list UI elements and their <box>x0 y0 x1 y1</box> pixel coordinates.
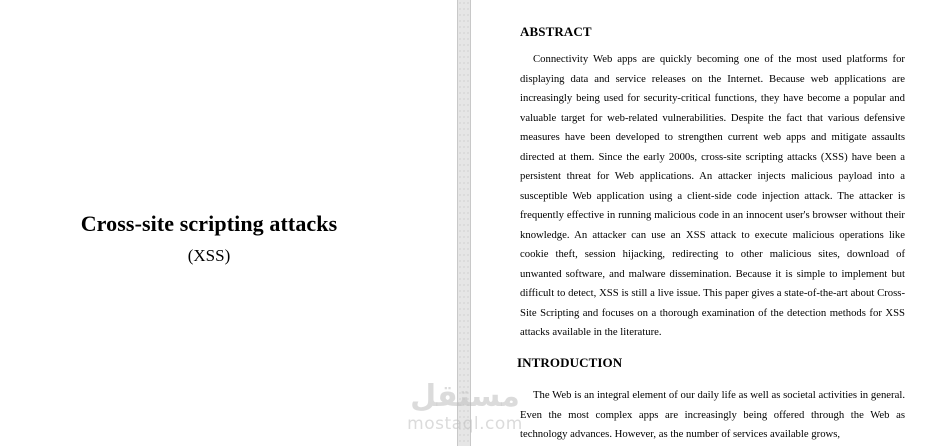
abstract-heading: ABSTRACT <box>520 24 592 39</box>
abstract-paragraph: Connectivity Web apps are quickly becoming one of the most used platforms for displaying data and service releases on the Internet. Because web applications are increasingly being used for security-critical functions, they have become a popular and valuable target for web-related vulnerabilities. Despite the fact that various defensive measures have been developed to strengthen current web apps and mitigate assaults directed at them. Since the early 2000s, cross-site scripting attacks (XSS) have been a persistent threat for Web applications. An attacker injects malicious payload into a susceptible Web application using a client-side code injection attack. The attacker is frequently effective in running malicious code in an innocent user's browser without their knowledge. An attacker can use an XSS attack to execute malicious operations like cookie theft, session hijacking, redirecting to other malicious sites, download of unwanted software, and malware dissemination. Because it is simple to implement but difficult to detect, XSS is still a live issue. This paper gives a state-of-the-art about Cross-Site Scripting and focuses on a thorough examination of the detection methods for XSS attacks available in the literature. <box>520 53 905 338</box>
document-title: Cross-site scripting attacks <box>80 211 338 236</box>
introduction-paragraph: The Web is an integral element of our daily life as well as societal activities in general. Even the most complex apps are increasingly being offered through the Web as technology advances. However, as the number of services available grows, <box>520 389 905 440</box>
watermark-latin: mostaql.com <box>407 414 523 434</box>
introduction-heading: INTRODUCTION <box>517 355 623 370</box>
cover-page <box>0 0 458 446</box>
watermark-arabic: مستقل <box>410 379 520 414</box>
page-separator <box>457 0 471 446</box>
document-subtitle: (XSS) <box>187 246 231 265</box>
content-page <box>471 0 935 446</box>
